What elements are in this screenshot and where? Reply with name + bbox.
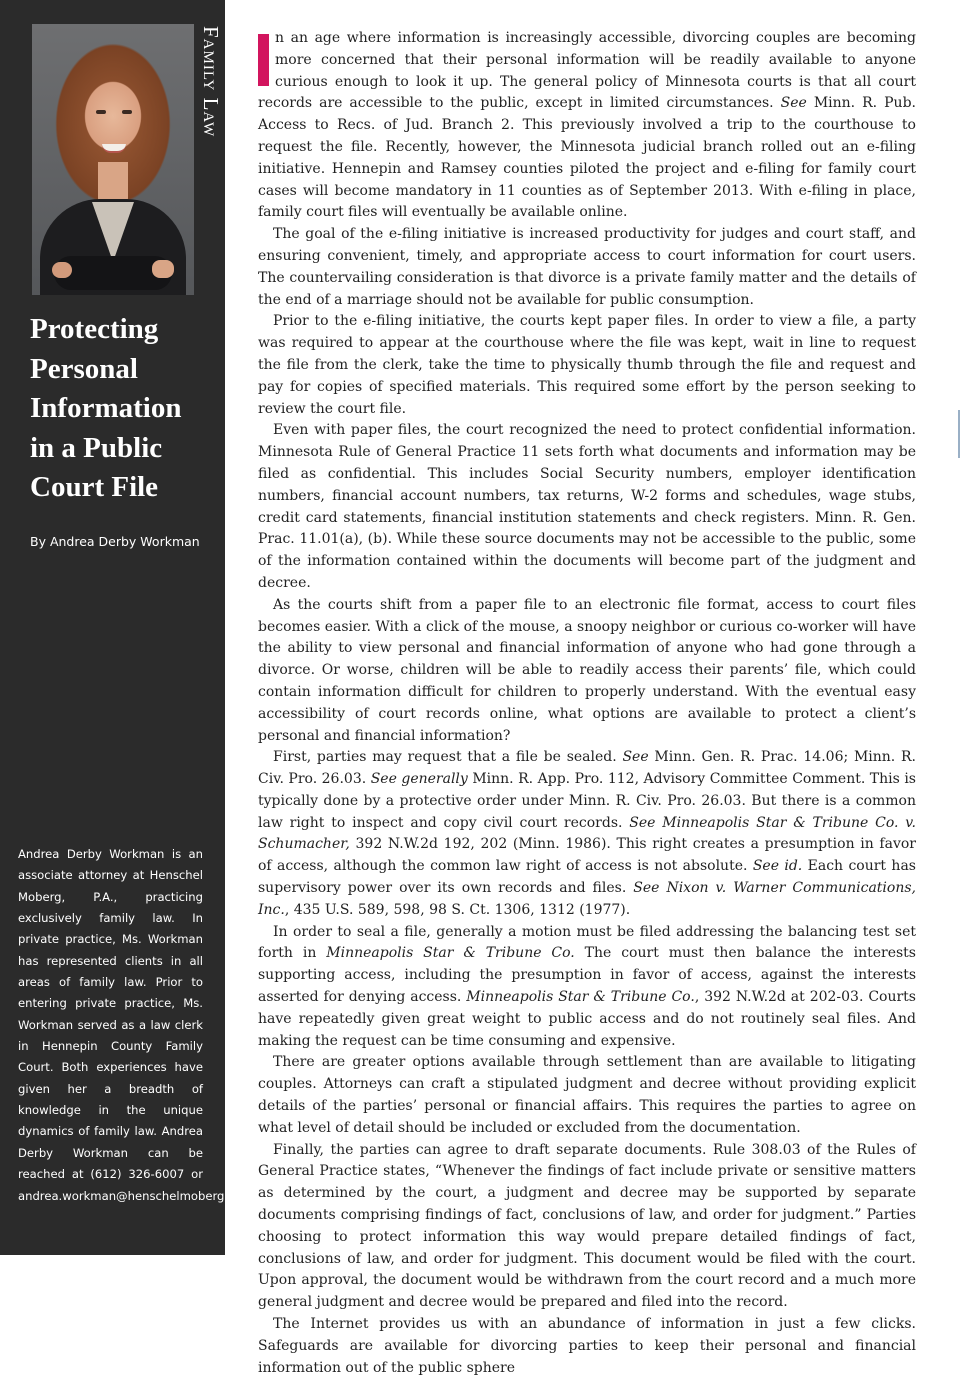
- byline: By Andrea Derby Workman: [30, 534, 200, 549]
- paragraph: The Internet provides us with an abundance of information in just a few clicks. Safeguards are available for divorcing parties to keep their personal and financial information out of the public sphere: [258, 1316, 916, 1376]
- text-run: First, parties may request that a file be sealed.: [273, 749, 623, 766]
- text-run: Minn. R. App. Pro. 112, Advisory Committee Comment. This is typically done by a protective order under Minn. R. Civ. Pro. 26.03. But there is a common law right to inspect and copy civil court records.: [258, 771, 916, 831]
- drop-cap-bar: [258, 34, 269, 86]
- sidebar: [0, 0, 257, 1255]
- photo-eye: [122, 110, 132, 114]
- case-citation: See Nixon v. Warner Communications, Inc.: [258, 880, 916, 918]
- paragraph: [258, 922, 916, 1053]
- text-run: Minn. R. Pub. Access to Recs. of Jud. Branch 2. This previously involved a trip to the courthouse to request the file. Recently, however, the Minnesota judicial branch rolled out an e-filing initiative. Hennepin and Ramsey counties piloted the project and e-filing for family court cases will become mandatory in 11 counties as of September 2013. With e-filing in place, family court files will eventually be available online.: [258, 95, 916, 221]
- title-line: Court File: [30, 471, 159, 503]
- paragraph: The goal of the e-filing initiative is increased productivity for judges and court staff, and ensuring convenient, timely, and appropriate access to court information for court users. The countervailing consideration is that divorce is a private family matter and the details of the end of a marriage should not be available for public consumption.: [258, 226, 916, 308]
- text-run: 392 N.W.2d 192, 202 (Minn. 1986). This right creates a presumption in favor of access, although the common law right of access is not absolute.: [258, 836, 916, 875]
- citation-signal: See: [780, 95, 807, 112]
- title-line: Information: [30, 392, 182, 424]
- paragraph: Prior to the e-filing initiative, the courts kept paper files. In order to view a file, a party was required to appear at the courthouse where the file was kept, wait in line to request the file from the clerk, take the time to physically thumb through the file and request and pay for copies of specified materials. This required some effort by the person seeking to review the court file.: [258, 313, 916, 417]
- text-run: Minn. Gen. R. Prac. 14.06; Minn. R. Civ. Pro. 26.03.: [258, 749, 916, 788]
- photo-hand-left: [52, 262, 72, 278]
- citation-signal: See id.: [752, 858, 803, 875]
- text-run: In order to seal a file, generally a motion must be filed addressing the balancing test set forth in: [258, 923, 916, 962]
- photo-hand: [152, 260, 174, 278]
- text-run: , 392 N.W.2d at 202-03. Courts have repeatedly given great weight to public access and do not routinely seal files. And making the request can be time consuming and expensive.: [258, 989, 916, 1049]
- article-title: [30, 310, 220, 508]
- title-line: Personal: [30, 352, 138, 385]
- text-run: The court must then balance the interests supporting access, including the presumption in favor of access, against the interests asserted for denying access.: [258, 945, 916, 1006]
- section-label: Family Law: [199, 26, 223, 138]
- text-run: , 435 U.S. 589, 598, 98 S. Ct. 1306, 1312 (1977).: [284, 901, 631, 918]
- text-run: Each court has supervisory power over its own records and files.: [258, 858, 916, 897]
- title-line: Protecting: [30, 313, 159, 345]
- paragraph: [258, 747, 916, 921]
- author-photo: [32, 24, 194, 295]
- photo-smile: [102, 144, 126, 153]
- case-citation: Minneapolis Star & Tribune Co.: [466, 989, 695, 1006]
- author-bio: Andrea Derby Workman is an associate attorney at Henschel Moberg, P.A., practicing exclusively family law. In private practice, Ms. Workman has represented clients in all areas of family law. Prior to entering private practice, Ms. Workman served as a law clerk in Hennepin County Family Court. Both experiences have given her a breadth of knowledge in the unique dynamics of family law. Andrea Derby Workman can be reached at (612) 326-6007 or andrea.workman@henschelmoberg.com.: [18, 847, 257, 1203]
- citation-signal: See generally: [370, 771, 468, 788]
- paragraph: There are greater options available through settlement than are available to litigating couples. Attorneys can craft a stipulated judgment and decree without providing explicit details of the parties’ personal or financial affairs. This requires the parties to agree on what level of detail should be included or excluded from the documentation.: [258, 1054, 916, 1136]
- paragraph: Even with paper files, the court recognized the need to protect confidential information. Minnesota Rule of General Practice 11 sets forth what documents and information may be filed as confidential. This includes Social Security numbers, employer identification numbers, financial account numbers, tax returns, W-2 forms and schedules, wage stubs, credit card statements, financial institution statements and check registers. Minn. R. Gen. Prac. 11.01(a), (b). While these source documents may not be accessible to the public, some of the information contained within the documents will become part of the judgment and decree.: [258, 422, 916, 591]
- text-run: n an age where information is increasingly accessible, divorcing couples are becoming more concerned that their personal information will be readily available to anyone curious enough to look it up. The general policy of Minnesota courts is that all court records are accessible to the public, except in limited circumstances.: [258, 30, 916, 112]
- case-citation: Minneapolis Star & Tribune Co.: [326, 945, 575, 962]
- citation-signal: See: [622, 749, 649, 766]
- article-body: [258, 28, 916, 1379]
- paragraph: As the courts shift from a paper file to an electronic file format, access to court files becomes easier. With a click of the mouse, a snoopy neighbor or curious co-worker will have the ability to view personal and financial information of anyone who had gone through a divorce. Or worse, children will be able to readily access their parents’ file, which could contain information difficult for children to properly understand. With the eventual easy accessibility of court records online, what options are available to protect a client’s personal and financial information?: [258, 596, 916, 744]
- title-line: in a Public: [30, 431, 163, 464]
- photo-eye: [96, 110, 106, 114]
- paragraph: [258, 28, 916, 224]
- case-citation: See Minneapolis Star & Tribune Co. v. Schumacher,: [258, 814, 916, 853]
- paragraph: Finally, the parties can agree to draft separate documents. Rule 308.03 of the Rules of General Practice states, “Whenever the findings of fact include private or sensitive matters as determined by the court, a judgment and decree may be supported by separate documents comprising findings of fact, conclusions of law, and order for judgment.” Parties choosing to protect information this way would prepare detailed findings of fact, conclusions of law, and order for judgment. This document would be filed with the court. Upon approval, the document would be withdrawn from the court record and a much more general judgment and decree would be prepared and filed into the record.: [258, 1141, 916, 1311]
